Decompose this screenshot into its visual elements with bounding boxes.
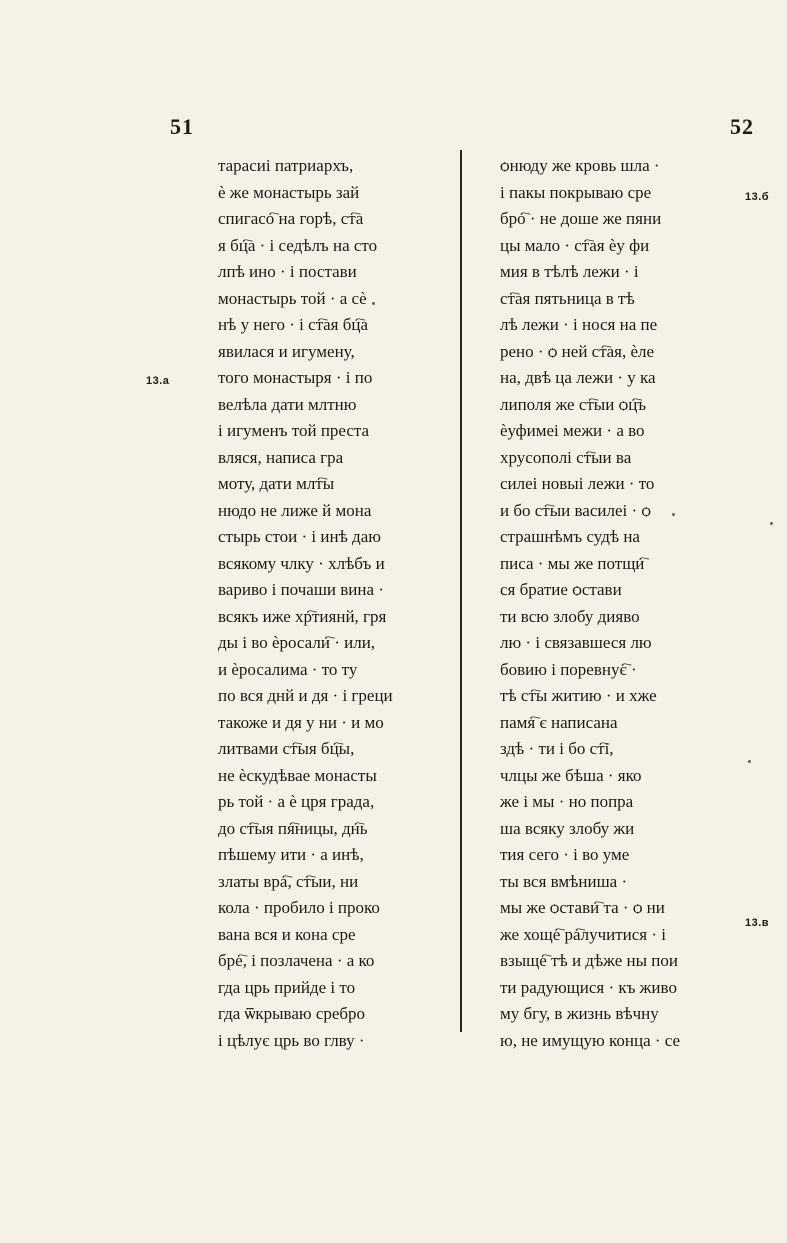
text-line: моту, дати млт҇ы <box>218 474 335 493</box>
text-line: здѣ · ти і бо ст҇і, <box>500 739 614 758</box>
text-line: явилася и игумену, <box>218 341 355 361</box>
text-line: велѣла дати млтню <box>218 394 357 414</box>
text-line: нюдо не лиже й мона <box>218 500 372 520</box>
text-line: рено · ѻ ней ст҇ая, ѐле <box>500 341 655 361</box>
text-line: литвами ст҇ыя бц҇ы, <box>218 739 355 758</box>
text-line: мия в тѣлѣ лежи · і <box>500 262 639 281</box>
text-line: ѐ же монастырь зай <box>218 182 360 202</box>
text-line: всякому члку · хлѣбъ и <box>218 553 385 573</box>
text-line: лпѣ ино · і постави <box>218 262 357 281</box>
text-line: страшнѣмъ судѣ на <box>500 527 640 546</box>
text-line: гда црь прийде і то <box>218 977 356 997</box>
text-line: на, двѣ ца лежи · у ка <box>500 368 656 387</box>
text-line: писа · мы же потщи҇ <box>500 553 645 573</box>
text-line: и бо ст҇ыи василеі · ѻ <box>500 500 652 520</box>
text-line: кола · пробило і проко <box>218 898 380 917</box>
text-line: монастырь той · а сѐ <box>218 288 367 308</box>
right-text-column <box>500 153 732 1054</box>
paper-speck <box>672 513 675 516</box>
text-line: ти всю злобу дияво <box>500 606 640 626</box>
text-line: липоля же ст҇ыи ѻц҇ъ <box>500 394 647 414</box>
text-line: ся братие ѻстави <box>500 580 622 599</box>
paper-speck <box>372 302 375 305</box>
text-line: тарасиі патриархъ, <box>218 156 354 175</box>
text-line: всякъ иже хр҇тиянй, гря <box>218 606 387 626</box>
text-line: ю, не имущую конца · се <box>500 1030 681 1050</box>
text-line: памя҇ є написана <box>500 712 618 732</box>
text-line: силеі новыі лежи · то <box>500 474 655 493</box>
text-line: бовию і поревнує҇ · <box>500 659 637 679</box>
margin-note-right-1: 13.б <box>745 191 770 203</box>
text-line: стырь стои · і инѣ даю <box>218 527 381 546</box>
text-line: ст҇ая пятьница в тѣ <box>500 288 635 308</box>
text-line: же і мы · но попра <box>500 792 634 811</box>
text-line: взыще҇ тѣ и дѣже ны пои <box>500 951 678 970</box>
text-line: того монастыря · і по <box>218 368 373 387</box>
text-line: і пакы покрываю сре <box>500 182 652 202</box>
text-line: лѣ лежи · і нося на пе <box>500 315 658 334</box>
text-line: тия сего · і во уме <box>500 845 630 864</box>
margin-note-left: 13.a <box>146 375 170 387</box>
text-line: вана вся и кона сре <box>218 924 356 944</box>
text-line: бре҇, і позлачена · а ко <box>218 951 375 970</box>
text-line: ѻнюду же кровь шла · <box>500 156 660 175</box>
margin-note-right-2: 13.в <box>745 917 770 929</box>
page-number-right: 52 <box>730 114 754 139</box>
paper-speck <box>770 522 773 525</box>
text-line: му бгу, в жизнь вѣчну <box>500 1004 659 1023</box>
text-line: мы же ѻстави҇ та · ѻ ни <box>500 898 665 917</box>
text-line: ды і во ѐросали҇ · или, <box>218 633 376 652</box>
text-line: лю · і связавшеся лю <box>500 633 652 652</box>
text-line: такоже и дя у ни · и мо <box>218 712 384 732</box>
text-line: по вся днй и дя · і греци <box>218 686 393 705</box>
text-line: члцы же бѣша · яко <box>500 765 642 785</box>
text-line: не ѐскудѣвае монасты <box>218 765 377 785</box>
text-line: і игуменъ той преста <box>218 421 370 440</box>
text-line: до ст҇ыя пя҇ницы, дн҇ь <box>218 818 368 838</box>
text-line: ша всяку злобу жи <box>500 818 635 838</box>
text-line: ти радующися · къ живо <box>500 977 677 997</box>
text-line: вляся, написа гра <box>218 447 344 467</box>
text-line: ѐуфимеі межи · а во <box>500 421 645 440</box>
column-divider <box>460 150 462 1032</box>
text-line: рь той · а ѐ цря града, <box>218 792 375 811</box>
text-line: вариво і почаши вина · <box>218 580 384 599</box>
text-line: нѣ у него · і ст҇ая бц҇а <box>218 315 369 334</box>
text-line: гда ѿкрываю сребро <box>218 1004 366 1023</box>
text-line: спигасо҇ на горѣ, ст҇а <box>218 209 364 228</box>
text-line: же хоще҇ ра҇лучитися · і <box>500 924 667 944</box>
text-line: і цѣлує црь во глву · <box>218 1030 365 1050</box>
left-text-column <box>218 153 450 1054</box>
text-line: и ѐросалима · то ту <box>218 659 358 679</box>
text-line: пѣшему ити · а инѣ, <box>218 845 364 864</box>
text-line: цы мало · ст҇ая ѐу фи <box>500 235 650 255</box>
text-line: бро҇ · не доше же пяни <box>500 209 662 228</box>
paper-speck <box>748 760 751 763</box>
text-line: ты вся вмѣниша · <box>500 871 628 891</box>
page-number-left: 51 <box>170 114 194 139</box>
text-line: златы вра҇, ст҇ыи, ни <box>218 871 359 891</box>
text-line: хрусополі ст҇ыи ва <box>500 447 632 467</box>
text-line: я бц҇а · і седѣлъ на сто <box>218 235 378 255</box>
text-line: тѣ ст҇ы житию · и хже <box>500 686 657 705</box>
